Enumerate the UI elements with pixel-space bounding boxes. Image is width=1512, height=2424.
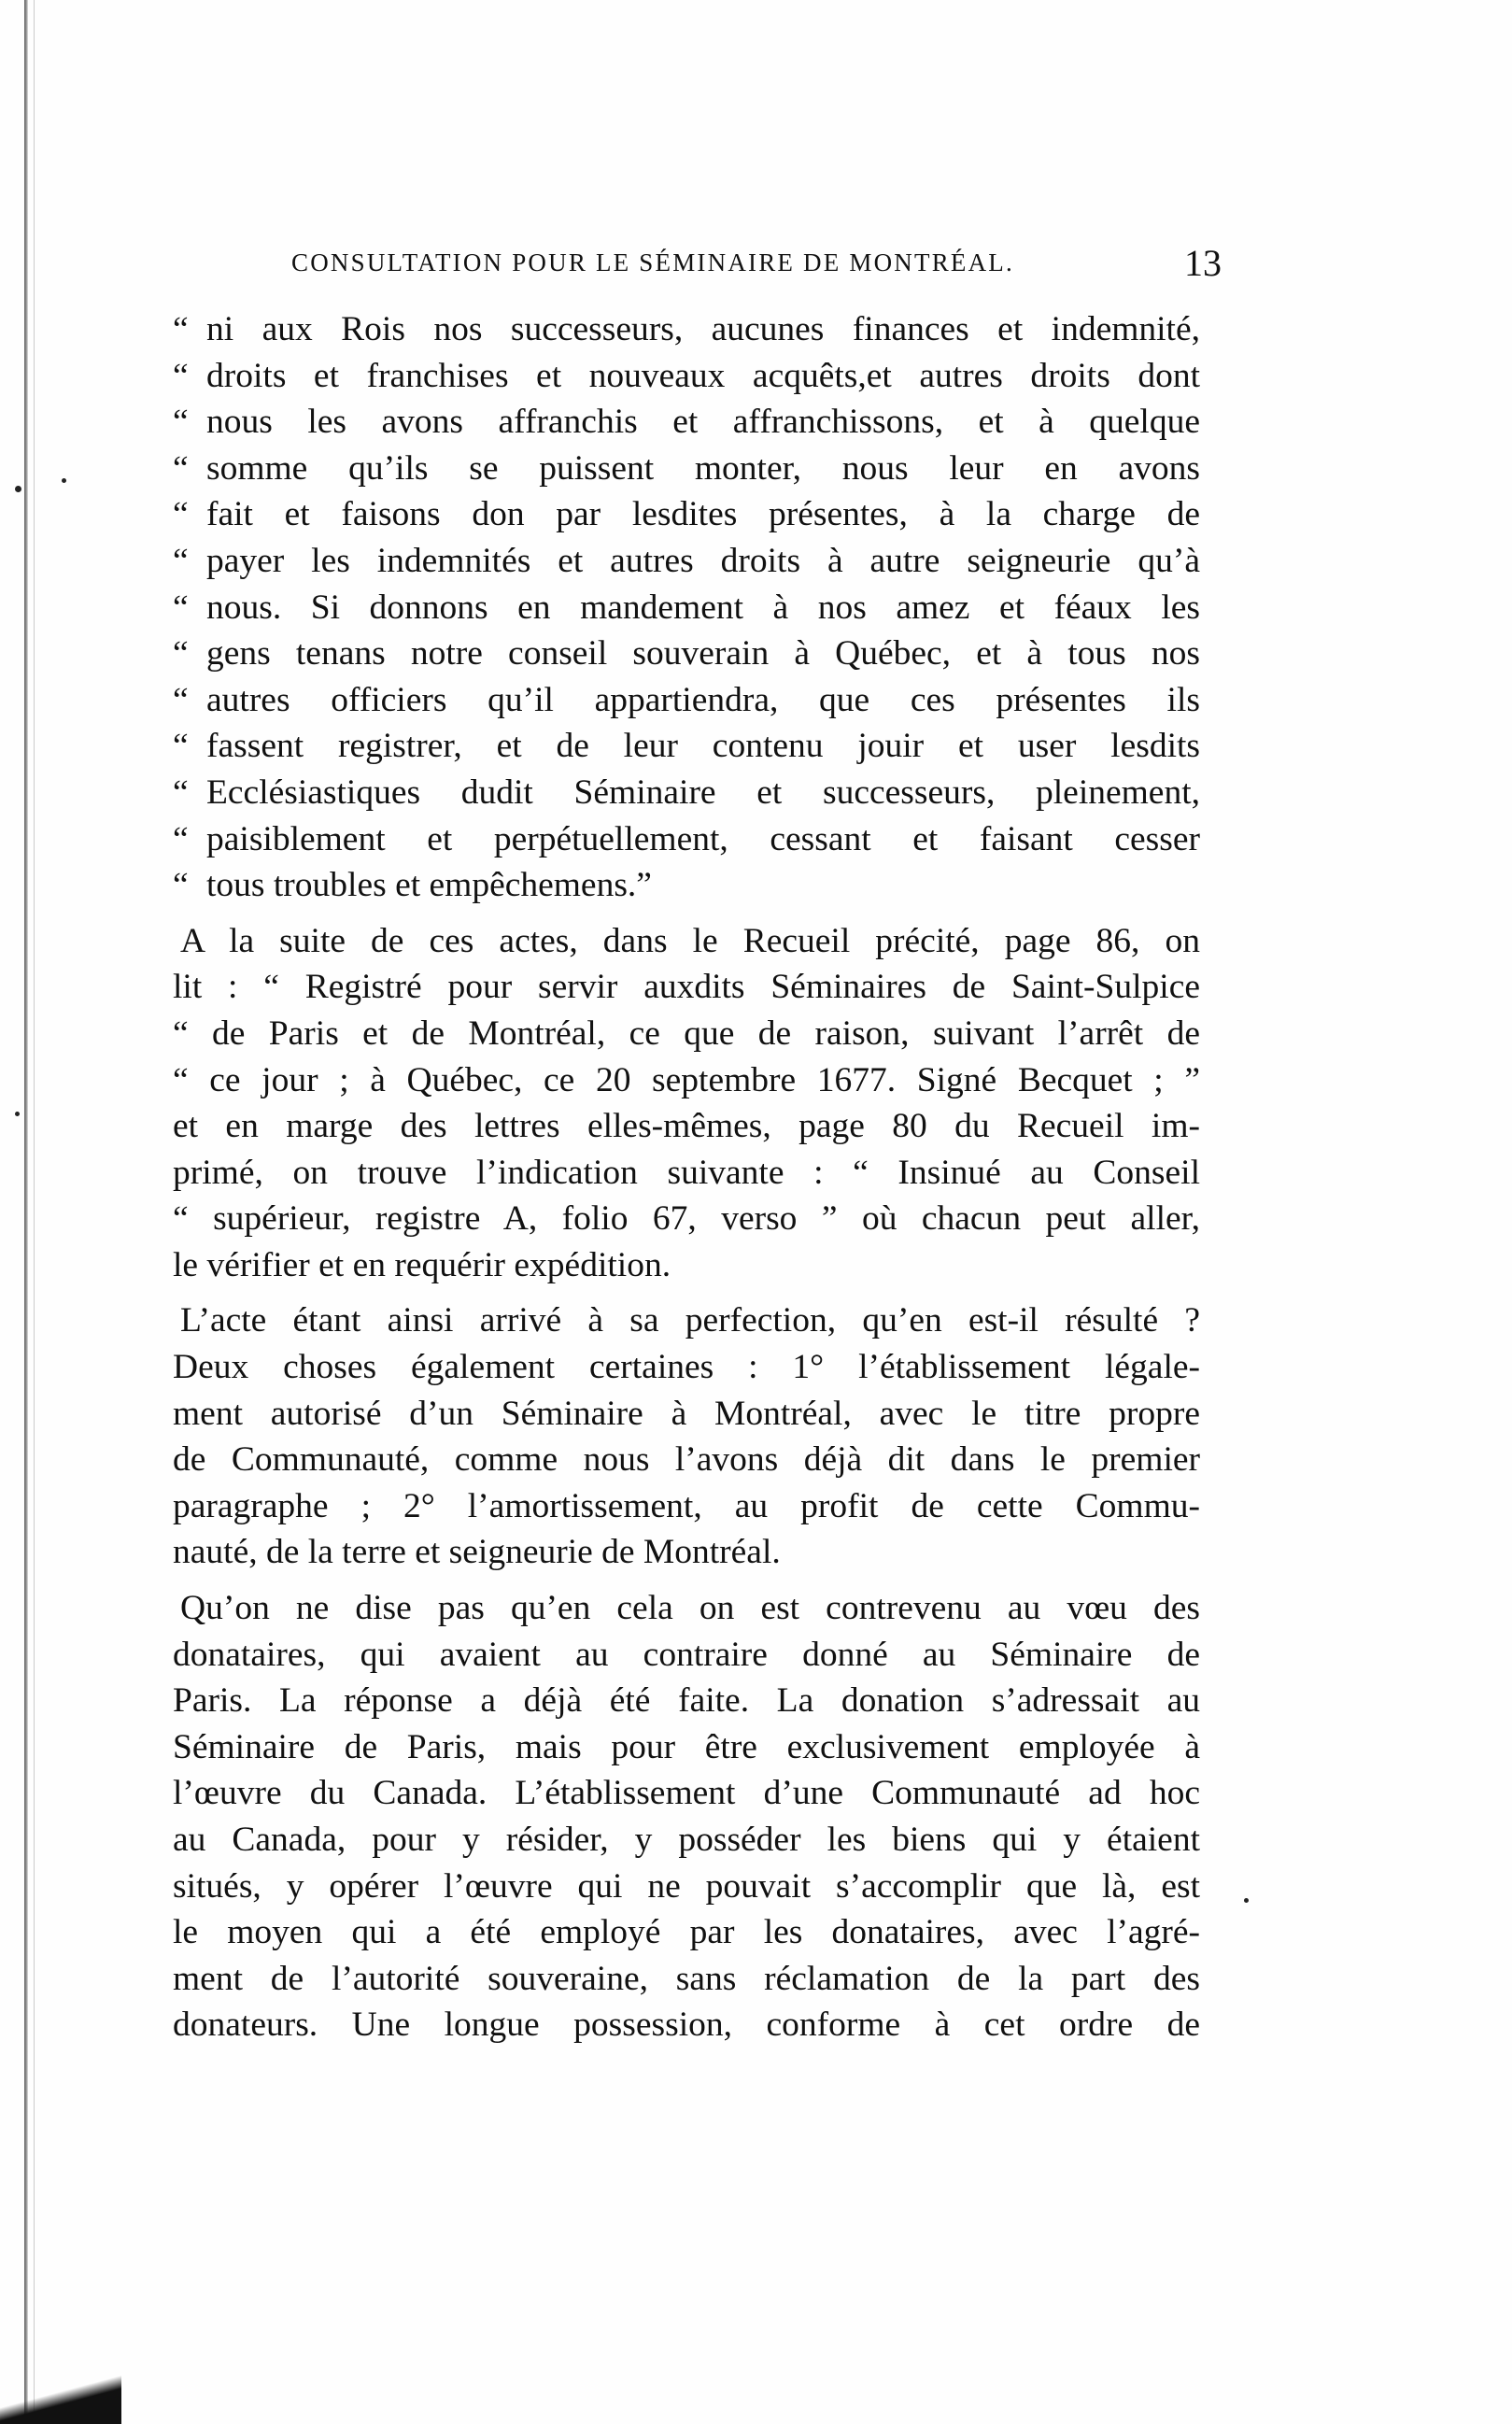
text-line: paragraphe ; 2° l’amortissement, au profit de cette Commu- [173,1486,1200,1525]
page-binding-line [34,0,35,2424]
margin-dot [15,486,21,492]
page-binding-edge [24,0,28,2424]
margin-dot [15,1112,20,1116]
text-line: Paris. La réponse a déjà été faite. La donation s’adressait au [173,1681,1200,1721]
margin-dot [62,478,66,483]
margin-dot [1244,1898,1249,1903]
quote-line: “ Ecclésiastiques dudit Séminaire et successeurs, pleinement, [173,773,1200,812]
text-line: “ supérieur, registre A, folio 67, verso ” où chacun peut aller, [173,1199,1200,1239]
text-line: Qu’on ne dise pas qu’en cela on est contrevenu au vœu des [180,1589,1200,1628]
quote-line: “ droits et franchises et nouveaux acquêts,et autres droits dont [173,356,1200,395]
quote-line: “ payer les indemnités et autres droits à autre seigneurie qu’à [173,541,1200,580]
text-line: lit : “ Registré pour servir auxdits Séminaires de Saint-Sulpice [173,968,1200,1007]
paragraph-donataires [173,1585,1200,2048]
text-line: ment de l’autorité souveraine, sans réclamation de la part des [173,1959,1200,1998]
text-line: l’œuvre du Canada. L’établissement d’une Communauté ad hoc [173,1774,1200,1813]
quote-line: “ gens tenans notre conseil souverain à Québec, et à tous nos [173,634,1200,673]
text-line: L’acte étant ainsi arrivé à sa perfection, qu’en est-il résulté ? [180,1301,1200,1340]
quote-line: “ tous troubles et empêchemens.” [173,866,652,905]
text-line: au Canada, pour y résider, y posséder les biens qui y étaient [173,1821,1200,1859]
body-text [173,306,1200,2048]
text-line: de Communauté, comme nous l’avons déjà dit dans le premier [173,1440,1200,1480]
quote-line: “ paisiblement et perpétuellement, cessant et faisant cesser [173,819,1200,858]
quote-line: “ ni aux Rois nos successeurs, aucunes finances et indemnité, [173,310,1200,348]
paragraph-recueil [173,918,1200,1289]
text-line: le moyen qui a été employé par les donataires, avec l’agré- [173,1913,1200,1952]
text-line: nauté, de la terre et seigneurie de Montréal. [173,1533,781,1572]
text-line: et en marge des lettres elles-mêmes, page 80 du Recueil im- [173,1107,1200,1146]
text-line: le vérifier et en requérir expédition. [173,1245,671,1284]
text-line: Séminaire de Paris, mais pour être exclusivement employée à [173,1727,1200,1766]
quote-line: “ fassent registrer, et de leur contenu jouir et user lesdits [173,727,1200,766]
text-line: situés, y opérer l’œuvre qui ne pouvait s’accomplir que là, est [173,1866,1200,1906]
page-corner-shadow [0,2368,121,2424]
text-line: “ de Paris et de Montréal, ce que de raison, suivant l’arrêt de [173,1014,1200,1053]
text-line: ment autorisé d’un Séminaire à Montréal, avec le titre propre [173,1394,1200,1433]
text-line: A la suite de ces actes, dans le Recueil précité, page 86, on [180,921,1200,960]
text-line: primé, on trouve l’indication suivante : “ Insinué au Conseil [173,1153,1200,1192]
paragraph-perfection [173,1297,1200,1576]
page-number: 13 [1184,242,1222,284]
quote-line: “ autres officiers qu’il appartiendra, que ces présentes ils [173,680,1200,719]
text-line: donataires, qui avaient au contraire donné au Séminaire de [173,1635,1200,1674]
text-line: “ ce jour ; à Québec, ce 20 septembre 1677. Signé Becquet ; ” [173,1060,1200,1099]
quoted-passage [173,306,1200,909]
quote-line: “ fait et faisons don par lesdites présentes, à la charge de [173,495,1200,534]
quote-line: “ somme qu’ils se puissent monter, nous leur en avons [173,448,1200,488]
quote-line: “ nous les avons affranchis et affranchissons, et à quelque [173,403,1200,442]
quote-line: “ nous. Si donnons en mandement à nos amez et féaux les [173,588,1200,627]
text-line: donateurs. Une longue possession, conforme à cet ordre de [173,2006,1200,2045]
text-line: Deux choses également certaines : 1° l’établissement légale- [173,1348,1200,1387]
running-head-title: CONSULTATION POUR LE SÉMINAIRE DE MONTRÉAL. [291,248,1014,276]
running-head [291,242,1222,288]
